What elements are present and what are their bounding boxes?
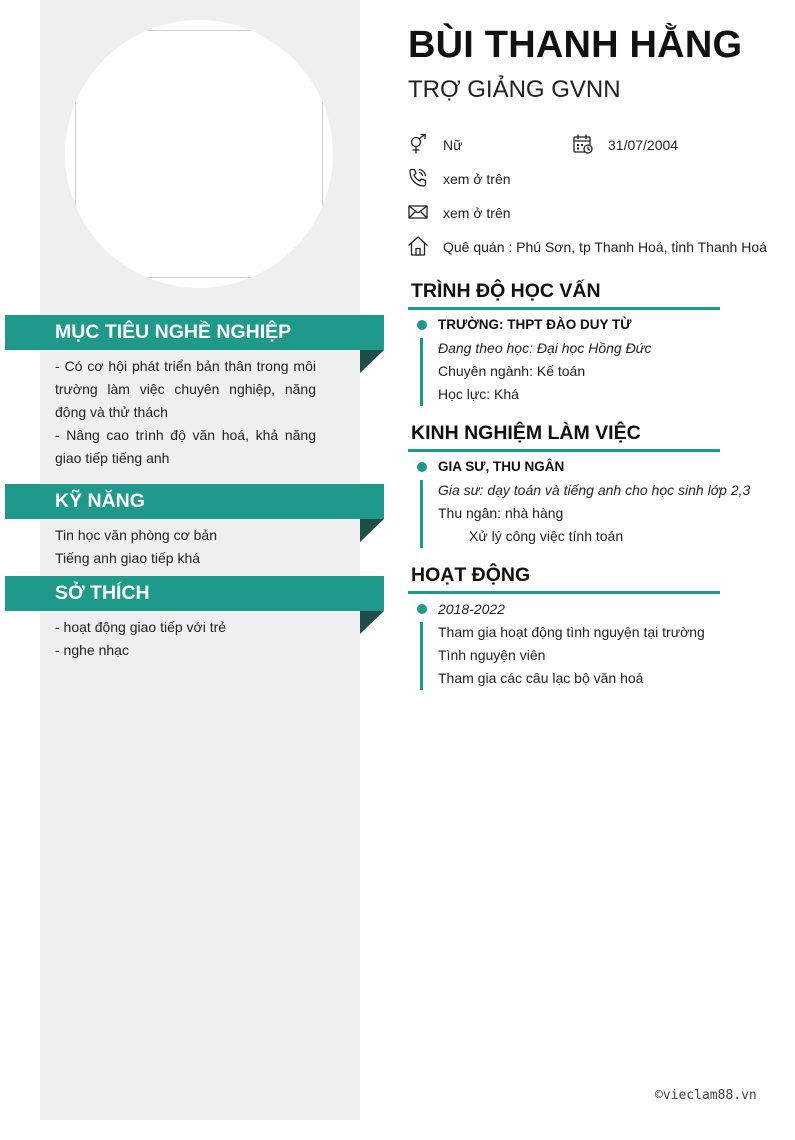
objective-line: trường làm việc chuyên nghiệp, năng (55, 381, 316, 397)
timeline-line (420, 622, 423, 690)
hobbies-ribbon-fold (360, 611, 384, 634)
timeline-line (420, 338, 423, 406)
school-name: TRƯỜNG: THPT ĐÀO DUY TỪ (438, 317, 632, 332)
hobby-item: - nghe nhạc (55, 642, 129, 658)
education-divider (408, 307, 720, 310)
objective-line: động và thử thách (55, 404, 168, 420)
photo-placeholder (75, 30, 323, 278)
job-description: Gia sư: dạy toán và tiếng anh cho học sinh lớp 2,3 (438, 482, 751, 498)
phone-icon (407, 167, 429, 189)
home-icon (407, 235, 429, 257)
major: Chuyên ngành: Kế toán (438, 363, 586, 379)
hobbies-text (55, 616, 316, 662)
timeline-dot (417, 462, 427, 472)
profile-photo[interactable] (65, 20, 333, 288)
gender-icon (407, 133, 429, 155)
activity-item: Tham gia các câu lạc bộ văn hoá (438, 670, 644, 686)
birthdate-value: 31/07/2004 (608, 137, 679, 153)
activities-heading: HOẠT ĐỘNG (411, 564, 531, 586)
skills-heading: KỸ NĂNG (5, 484, 384, 519)
hobby-item: - hoạt động giao tiếp với trẻ (55, 619, 227, 635)
objective-line: - Có cơ hội phát triển bản thân trong môi (55, 358, 316, 374)
skill-item: Tin học văn phòng cơ bản (55, 527, 217, 543)
job-title: TRỢ GIẢNG GVNN (408, 76, 621, 103)
job-position: GIA SƯ, THU NGÂN (438, 459, 565, 474)
gender-value: Nữ (443, 137, 463, 153)
skill-item: Tiếng anh giao tiếp khá (55, 550, 201, 566)
timeline-line (420, 480, 423, 548)
experience-divider (408, 449, 720, 452)
timeline-dot (417, 320, 427, 330)
activity-item: Tình nguyện viên (438, 647, 546, 663)
experience-heading: KINH NGHIỆM LÀM VIỆC (411, 422, 641, 444)
phone-value: xem ở trên (443, 171, 511, 187)
timeline-dot (417, 604, 427, 614)
objective-text (55, 355, 316, 470)
education-heading: TRÌNH ĐỘ HỌC VẤN (411, 280, 601, 302)
activities-divider (408, 591, 720, 594)
objective-ribbon-fold (360, 350, 384, 373)
activity-period: 2018-2022 (438, 601, 505, 617)
job-detail: Thu ngân: nhà hàng (438, 505, 564, 521)
current-study: Đang theo học: Đại học Hồng Đức (438, 340, 652, 356)
activity-item: Tham gia hoạt động tình nguyện tại trường (438, 624, 705, 640)
watermark: ©vieclam88.vn (655, 1088, 757, 1103)
email-value: xem ở trên (443, 205, 511, 221)
hobbies-heading: SỞ THÍCH (5, 576, 384, 611)
address-value: Quê quán : Phú Sơn, tp Thanh Hoá, tỉnh Thanh Hoá (443, 239, 767, 255)
objective-heading: MỤC TIÊU NGHỀ NGHIỆP (5, 315, 384, 350)
skills-ribbon-fold (360, 519, 384, 542)
job-detail: Xử lý công việc tính toán (469, 528, 624, 544)
academic-grade: Học lực: Khá (438, 386, 519, 402)
email-icon (407, 201, 429, 223)
candidate-name: BÙI THANH HẰNG (408, 24, 743, 66)
calendar-icon (572, 133, 594, 155)
objective-line: - Nâng cao trình độ văn hoá, khả năng (55, 427, 316, 443)
objective-line: giao tiếp tiếng anh (55, 450, 170, 466)
skills-text (55, 524, 316, 570)
